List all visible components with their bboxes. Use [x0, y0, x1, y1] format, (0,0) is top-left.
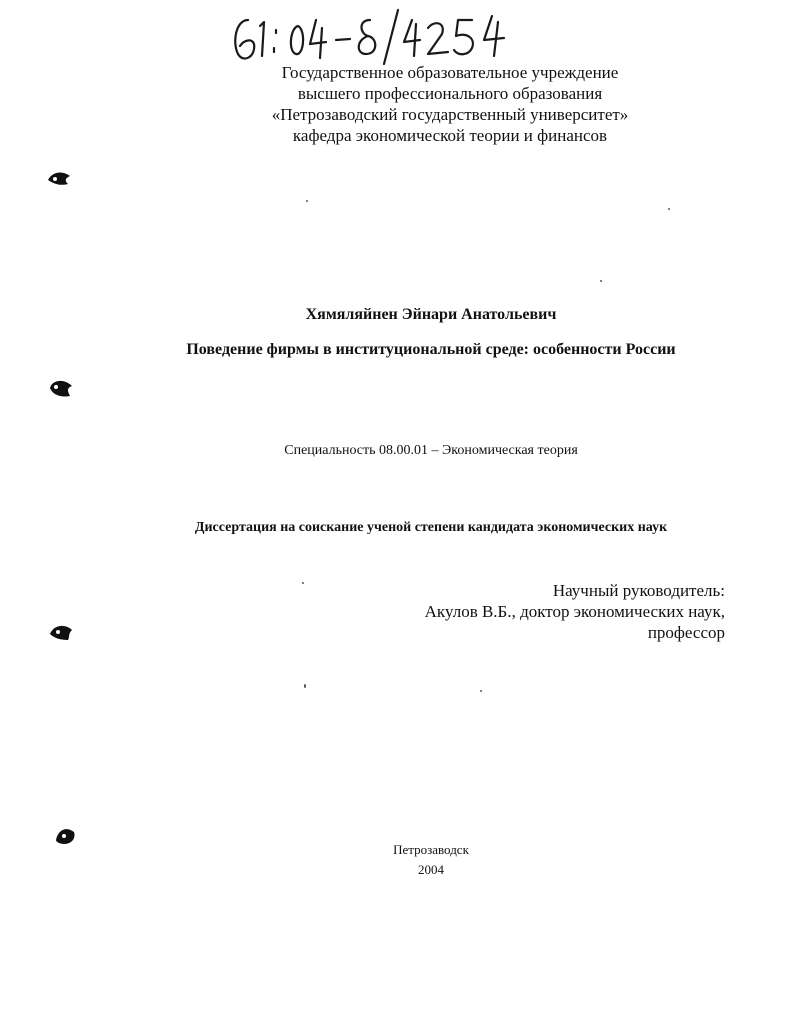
supervisor-line-1: Научный руководитель: [552, 581, 725, 600]
scan-speck [668, 208, 670, 210]
city: Петрозаводск [393, 842, 469, 857]
punch-mark-icon [52, 826, 78, 846]
punch-mark-icon [48, 378, 74, 398]
supervisor-line-2: Акулов В.Б., доктор экономических наук, [424, 602, 725, 621]
institution-header [0, 62, 793, 146]
specialty-line: Специальность 08.00.01 – Экономическая теория [284, 443, 578, 458]
scan-speck [600, 280, 602, 282]
header-line-4: кафедра экономической теории и финансов [292, 126, 608, 145]
header-line-3: «Петрозаводский государственный университет» [271, 105, 629, 124]
header-line-2: высшего профессионального образования [297, 84, 603, 103]
punch-mark-icon [46, 168, 72, 188]
author-name: Хямяляйнен Эйнари Анатольевич [305, 306, 557, 323]
scan-speck [306, 200, 308, 202]
year: 2004 [418, 862, 444, 877]
degree-statement: Диссертация на соискание ученой степени кандидата экономических наук [194, 520, 668, 535]
punch-mark-icon [48, 622, 74, 642]
scan-speck [304, 684, 306, 688]
dissertation-title: Поведение фирмы в институциональной среде: особенности России [186, 341, 676, 358]
scan-speck [480, 690, 482, 692]
supervisor-block [425, 580, 725, 643]
handwritten-code-drawing [224, 6, 514, 68]
scan-speck [302, 582, 304, 584]
supervisor-line-3: профессор [647, 623, 725, 642]
handwritten-code [224, 6, 514, 68]
header-line-1: Государственное образовательное учреждение [281, 63, 619, 82]
